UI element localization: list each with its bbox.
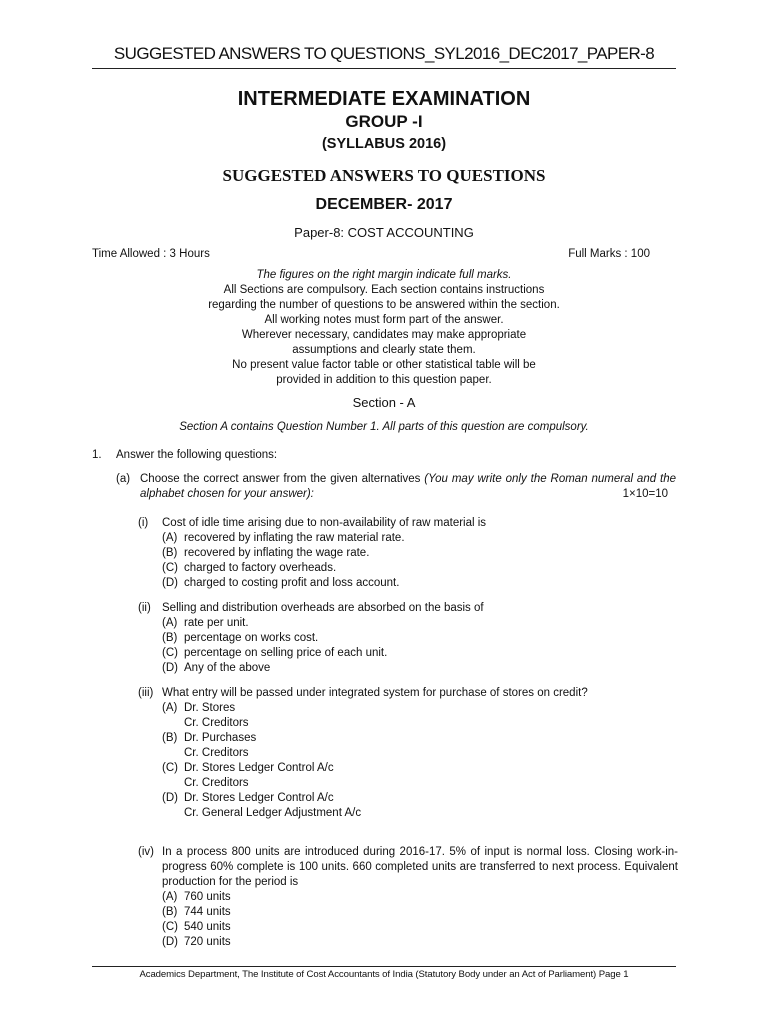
item-stem: Cost of idle time arising due to non-availability of raw material is [162,517,487,529]
question-1 [92,449,277,461]
option-text: Dr. Stores Ledger Control A/c [184,762,334,774]
item-label: (i) [138,517,149,529]
option [162,701,678,716]
question-item-iv [138,845,678,950]
option-text: recovered by inflating the wage rate. [184,547,370,559]
option-credit-line: Cr. Creditors [184,717,249,729]
instruction-line: Wherever necessary, candidates may make appropriate [241,329,527,341]
option [162,905,678,920]
instruction-line: All Sections are compulsory. Each section contains instructions [223,284,545,296]
syllabus-title: (SYLLABUS 2016) [321,136,447,152]
instruction-line: assumptions and clearly state them. [292,344,476,356]
part-a-marks: 1×10=10 [622,488,668,500]
instruction-line: All working notes must form part of the answer. [264,314,504,326]
instruction-line: No present value factor table or other statistical table will be [232,359,536,371]
instruction-line: provided in addition to this question paper. [276,374,492,386]
option [162,661,678,676]
option [162,531,678,546]
item-stem: Selling and distribution overheads are absorbed on the basis of [162,602,484,614]
part-a [116,472,676,502]
question-item-iii [138,686,678,821]
item-label: (ii) [138,602,151,614]
option-letter: (D) [162,577,178,589]
question-text: Answer the following questions: [116,449,278,461]
exam-month-title: DECEMBER- 2017 [315,196,453,213]
instruction-line: regarding the number of questions to be answered within the section. [208,299,560,311]
option-text: charged to factory overheads. [184,562,337,574]
option [162,791,678,806]
item-label: (iii) [138,687,154,699]
option-text: 540 units [184,921,231,933]
option-letter: (A) [162,702,178,714]
page-footer: Academics Department, The Institute of Cost Accountants of India (Statutory Body under an Act of Parliament) Page 1 [139,969,629,980]
option-letter: (B) [162,547,178,559]
option-text: Any of the above [184,662,271,674]
question-item-ii [138,601,678,676]
option [162,616,678,631]
option-letter: (D) [162,662,178,674]
section-title: Section - A [352,395,416,410]
question-item-i [138,516,678,591]
group-title: GROUP -I [345,112,423,131]
option-text: Dr. Stores [184,702,236,714]
option-letter: (C) [162,562,178,574]
option-text: Dr. Stores Ledger Control A/c [184,792,334,804]
option [162,935,678,950]
option-text: recovered by inflating the raw material rate. [184,532,405,544]
option-letter: (B) [162,906,178,918]
option-letter: (A) [162,891,178,903]
option [162,890,678,905]
option-text: percentage on works cost. [184,632,319,644]
running-header: SUGGESTED ANSWERS TO QUESTIONS_SYL2016_DEC2017_PAPER-8 [113,44,655,63]
option-text: rate per unit. [184,617,249,629]
option [162,631,678,646]
option [162,576,678,591]
option-credit-line: Cr. Creditors [184,747,249,759]
paper-title: Paper-8: COST ACCOUNTING [294,225,474,240]
item-stem: In a process 800 units are introduced during 2016-17. 5% of input is normal loss. Closing work-in-progress 60% complete is 100 units. 660 completed units are transferred to next process. Equivalent production for the period is [162,846,678,888]
option-letter: (C) [162,647,178,659]
option-letter: (A) [162,617,178,629]
option-text: 744 units [184,906,231,918]
instructions [100,268,668,388]
part-a-instruction-italic: (You may write only the Roman numeral and the alphabet chosen for your answer): [140,473,676,500]
exam-title: INTERMEDIATE EXAMINATION [237,88,531,110]
time-allowed: Time Allowed : 3 Hours [92,248,210,260]
header-rule [92,68,676,69]
option-letter: (D) [162,936,178,948]
part-a-label: (a) [116,473,131,485]
option-text: charged to costing profit and loss account. [184,577,400,589]
option [162,646,678,661]
option [162,920,678,935]
option [162,731,678,746]
option [162,561,678,576]
option-letter: (B) [162,732,178,744]
option-letter: (A) [162,532,178,544]
option-letter: (D) [162,792,178,804]
option-letter: (C) [162,921,178,933]
option-text: 760 units [184,891,231,903]
option [162,761,678,776]
section-note: Section A contains Question Number 1. All parts of this question are compulsory. [179,421,589,433]
part-a-text [140,472,676,502]
option-credit-line: Cr. General Ledger Adjustment A/c [184,807,362,819]
option [162,546,678,561]
instruction-line: The figures on the right margin indicate full marks. [256,269,512,281]
option-credit-line: Cr. Creditors [184,777,249,789]
item-label: (iv) [138,846,154,858]
suggested-answers-title: SUGGESTED ANSWERS TO QUESTIONS [222,166,546,185]
option-text: 720 units [184,936,231,948]
footer-rule [92,966,676,967]
item-stem: What entry will be passed under integrated system for purchase of stores on credit? [162,687,588,699]
full-marks: Full Marks : 100 [568,248,650,260]
part-a-instruction: Choose the correct answer from the given alternatives [140,473,425,485]
option-letter: (B) [162,632,178,644]
option-letter: (C) [162,762,178,774]
option-text: Dr. Purchases [184,732,257,744]
option-text: percentage on selling price of each unit. [184,647,388,659]
question-number: 1. [92,449,102,461]
